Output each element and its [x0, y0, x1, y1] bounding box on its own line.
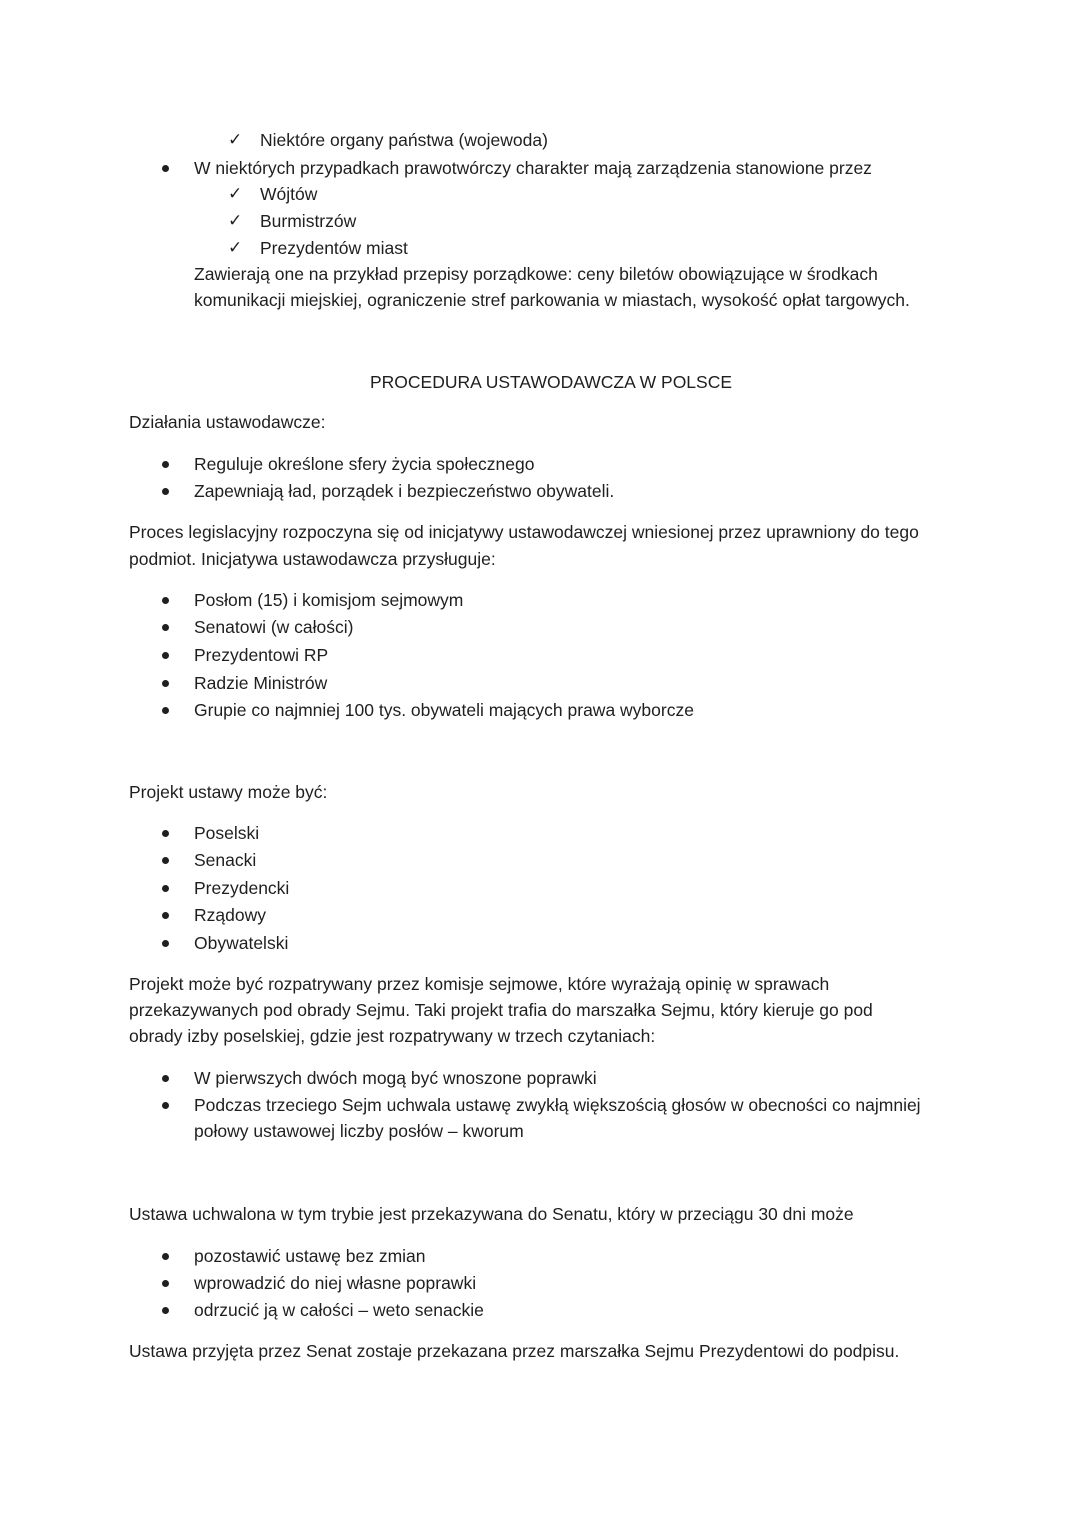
list-item: Obywatelski — [194, 933, 289, 953]
list-item: Podczas trzeciego Sejm uchwala ustawę zwykłą większością głosów w obecności co najmniej — [194, 1095, 921, 1115]
list-item: Rządowy — [194, 905, 266, 925]
bullet-icon — [162, 488, 169, 495]
list-item: Burmistrzów — [260, 211, 357, 231]
section-label: Projekt ustawy może być: — [129, 782, 328, 802]
list-item: Prezydencki — [194, 878, 290, 898]
paragraph-line: Ustawa uchwalona w tym trybie jest przekazywana do Senatu, który w przeciągu 30 dni może — [129, 1204, 854, 1224]
bullet-icon — [162, 165, 169, 172]
bullet-icon — [162, 652, 169, 659]
list-item: Prezydentów miast — [260, 238, 408, 258]
bullet-icon — [162, 940, 169, 947]
bullet-icon — [162, 857, 169, 864]
check-mark-icon: ✓ — [228, 130, 243, 149]
bullet-icon — [162, 680, 169, 687]
bullet-icon — [162, 461, 169, 468]
list-item: Senatowi (w całości) — [194, 617, 354, 637]
paragraph-line: Proces legislacyjny rozpoczyna się od inicjatywy ustawodawczej wniesionej przez uprawniony do tego — [129, 522, 919, 542]
list-item: Wójtów — [260, 184, 318, 204]
list-item: Posłom (15) i komisjom sejmowym — [194, 590, 464, 610]
bullet-icon — [162, 597, 169, 604]
paragraph-line: obrady izby poselskiej, gdzie jest rozpatrywany w trzech czytaniach: — [129, 1026, 656, 1046]
paragraph-line: komunikacji miejskiej, ograniczenie stref parkowania w miastach, wysokość opłat targowych. — [194, 290, 910, 310]
list-item: Reguluje określone sfery życia społecznego — [194, 454, 535, 474]
list-item: W pierwszych dwóch mogą być wnoszone poprawki — [194, 1068, 597, 1088]
bullet-icon — [162, 830, 169, 837]
bullet-icon — [162, 1075, 169, 1082]
list-item: Prezydentowi RP — [194, 645, 329, 665]
list-item-continuation: połowy ustawowej liczby posłów – kworum — [194, 1121, 524, 1141]
check-mark-icon: ✓ — [228, 238, 243, 257]
paragraph-line: przekazywanych pod obrady Sejmu. Taki projekt trafia do marszałka Sejmu, który kieruje go pod — [129, 1000, 873, 1020]
section-label: Działania ustawodawcze: — [129, 412, 326, 432]
list-item: W niektórych przypadkach prawotwórczy charakter mają zarządzenia stanowione przez — [194, 158, 872, 178]
list-item: Grupie co najmniej 100 tys. obywateli mających prawa wyborcze — [194, 700, 694, 720]
list-item: wprowadzić do niej własne poprawki — [194, 1273, 477, 1293]
bullet-icon — [162, 1280, 169, 1287]
check-mark-icon: ✓ — [228, 184, 243, 203]
list-item: Zapewniają ład, porządek i bezpieczeństwo obywateli. — [194, 481, 615, 501]
bullet-icon — [162, 1253, 169, 1260]
paragraph-line: podmiot. Inicjatywa ustawodawcza przysługuje: — [129, 549, 496, 569]
bullet-icon — [162, 707, 169, 714]
list-item: pozostawić ustawę bez zmian — [194, 1246, 426, 1266]
list-item: Niektóre organy państwa (wojewoda) — [260, 130, 548, 150]
section-heading: PROCEDURA USTAWODAWCZA W POLSCE — [370, 372, 733, 392]
bullet-icon — [162, 624, 169, 631]
bullet-icon — [162, 885, 169, 892]
check-mark-icon: ✓ — [228, 211, 243, 230]
bullet-icon — [162, 912, 169, 919]
list-item: Poselski — [194, 823, 260, 843]
list-item: Radzie Ministrów — [194, 673, 328, 693]
paragraph-line: Projekt może być rozpatrywany przez komisje sejmowe, które wyrażają opinię w sprawach — [129, 974, 830, 994]
paragraph-line: Zawierają one na przykład przepisy porządkowe: ceny biletów obowiązujące w środkach — [194, 264, 878, 284]
list-item: odrzucić ją w całości – weto senackie — [194, 1300, 484, 1320]
bullet-icon — [162, 1102, 169, 1109]
bullet-icon — [162, 1307, 169, 1314]
paragraph-line: Ustawa przyjęta przez Senat zostaje przekazana przez marszałka Sejmu Prezydentowi do podpisu. — [129, 1341, 900, 1361]
list-item: Senacki — [194, 850, 257, 870]
